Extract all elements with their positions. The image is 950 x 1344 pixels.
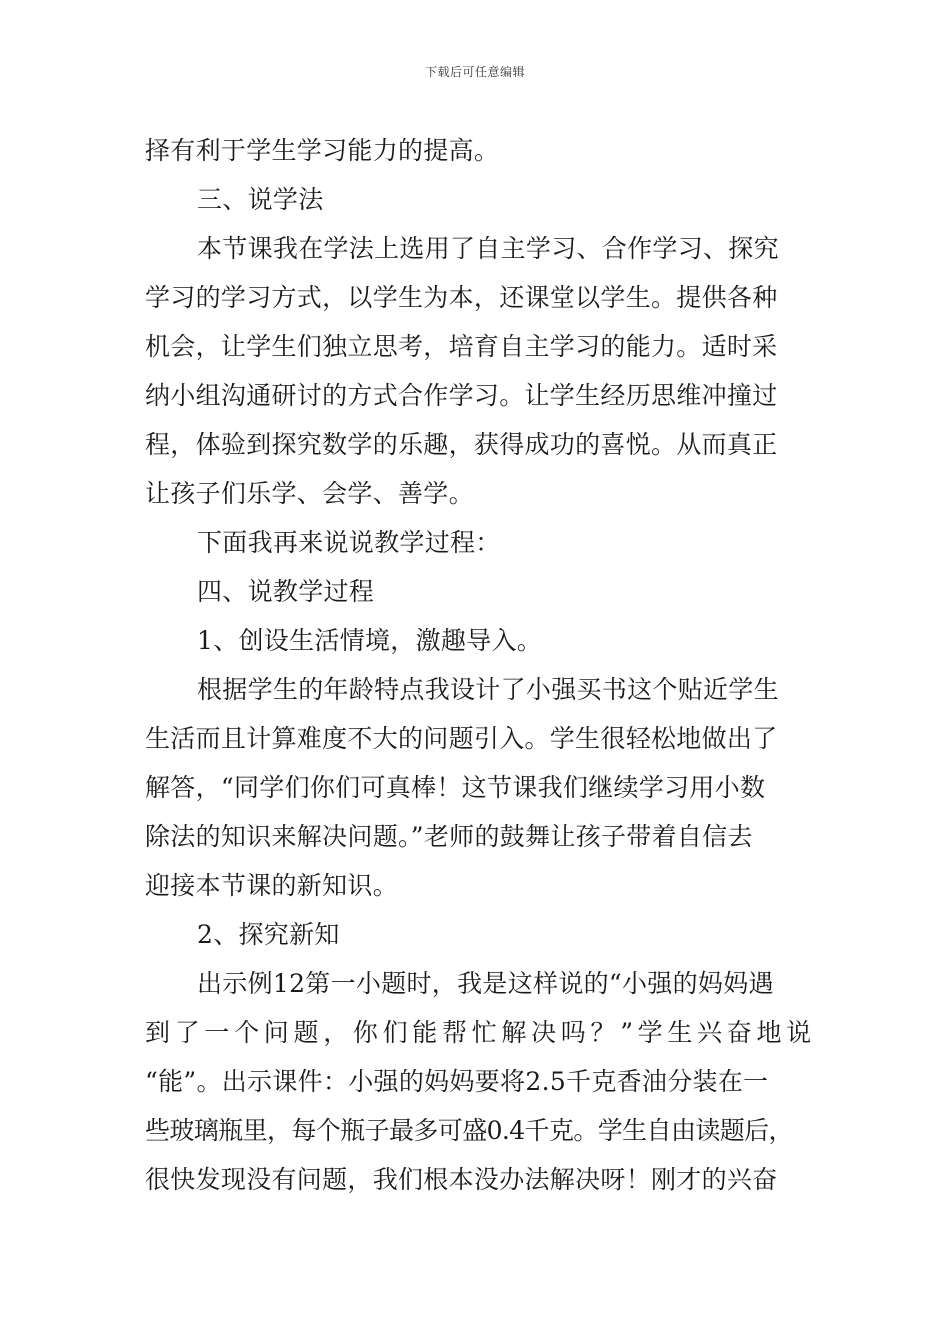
paragraph-line: 解答，“同学们你们可真棒！这节课我们继续学习用小数: [145, 773, 766, 802]
paragraph-line: 机会，让学生们独立思考，培育自主学习的能力。适时采: [145, 332, 778, 361]
paragraph-line: 迎接本节课的新知识。: [145, 871, 399, 900]
paragraph-line: 本节课我在学法上选用了自主学习、合作学习、探究: [197, 234, 779, 263]
paragraph-line: 纳小组沟通研讨的方式合作学习。让学生经历思维冲撞过: [145, 381, 778, 410]
subsection-heading-context: 1、创设生活情境，激趣导入。: [197, 626, 543, 655]
paragraph-line: 学习的学习方式，以学生为本，还课堂以学生。提供各种: [145, 283, 778, 312]
paragraph-line: 择有利于学生学习能力的提高。: [145, 136, 500, 165]
page-header: 下载后可任意编辑: [424, 65, 525, 79]
paragraph-line: 很快发现没有问题，我们根本没办法解决呀！刚才的兴奋: [145, 1165, 778, 1194]
paragraph-line: 些玻璃瓶里，每个瓶子最多可盛0.4千克。学生自由读题后，: [145, 1116, 793, 1145]
subsection-heading-explore: 2、探究新知: [197, 920, 340, 949]
paragraph-line: 到了一个问题，你们能帮忙解决吗？”学生兴奋地说: [145, 1018, 816, 1047]
paragraph-line: 根据学生的年龄特点我设计了小强买书这个贴近学生: [197, 675, 779, 704]
paragraph-line: 让孩子们乐学、会学、善学。: [145, 479, 474, 508]
section-heading-teaching-process: 四、说教学过程: [197, 577, 375, 606]
paragraph-line: 下面我再来说说教学过程：: [197, 528, 501, 557]
paragraph-line: 出示例12第一小题时，我是这样说的“小强的妈妈遇: [197, 969, 774, 998]
paragraph-line: “能”。出示课件：小强的妈妈要将2.5千克香油分装在一: [145, 1067, 769, 1096]
document-body: [145, 126, 815, 1204]
paragraph-line: 程，体验到探究数学的乐趣，获得成功的喜悦。从而真正: [145, 430, 778, 459]
paragraph-line: 生活而且计算难度不大的问题引入。学生很轻松地做出了: [145, 724, 778, 753]
section-heading-learning-method: 三、说学法: [197, 185, 324, 214]
paragraph-line: 除法的知识来解决问题。”老师的鼓舞让孩子带着自信去: [145, 822, 753, 851]
